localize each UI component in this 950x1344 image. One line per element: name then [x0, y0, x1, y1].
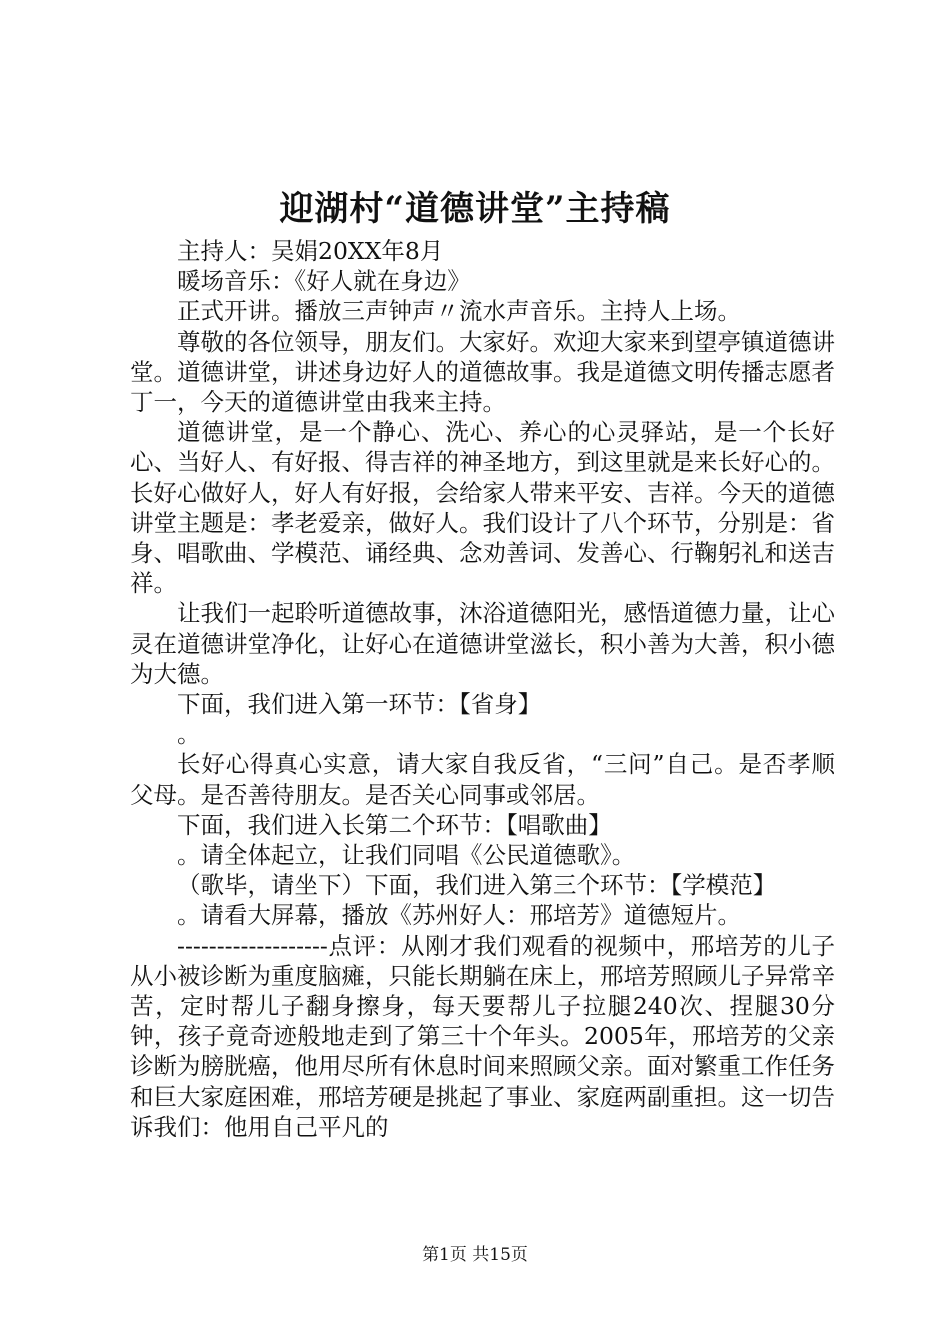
paragraph-invitation: 让我们一起聆听道德故事，沐浴道德阳光，感悟道德力量，让心灵在道德讲堂净化，让好心在道德讲堂滋长，积小善为大善，积小德为大德。 — [130, 599, 835, 688]
paragraph-commentary: -------------------点评：从刚才我们观看的视频中，邢培芳的儿子从小被诊断为重度脑瘫，只能长期躺在床上，邢培芳照顾儿子异常辛苦，定时帮儿子翻身擦身，每天要帮儿子拉腿240次、捏腿30分钟，孩子竟奇迹般地走到了第三十个年头。2005年，邢培芳的父亲诊断为膀胱癌，他用尽所有休息时间来照顾父亲。面对繁重工作任务和巨大家庭困难，邢培芳硬是挑起了事业、家庭两副重担。这一切告诉我们：他用自己平凡的 — [130, 931, 835, 1141]
paragraph-reflection: 长好心得真心实意，请大家自我反省，“三问”自己。是否孝顺父母。是否善待朋友。是否关心同事或邻居。 — [130, 750, 835, 809]
paragraph-sing: 。请全体起立，让我们同唱《公民道德歌》。 — [177, 841, 636, 870]
paragraph-section-two: 下面，我们进入长第二个环节：【唱歌曲】 — [177, 810, 612, 839]
paragraph-period: 。 — [177, 720, 201, 749]
paragraph-host: 主持人：吴娟20XX年8月 — [177, 237, 444, 265]
paragraph-warmup-music: 暖场音乐：《好人就在身边》 — [177, 267, 471, 296]
document-title: 迎湖村“道德讲堂”主持稿 — [279, 189, 671, 229]
paragraph-opening: 正式开讲。播放三声钟声〃流水声音乐。主持人上场。 — [177, 297, 741, 326]
paragraph-video: 。请看大屏幕，播放《苏州好人：邢培芳》道德短片。 — [177, 901, 741, 930]
paragraph-introduction: 道德讲堂，是一个静心、洗心、养心的心灵驿站，是一个长好心、当好人、有好报、得吉祥的神圣地方，到这里就是来长好心的。长好心做好人，好人有好报，会给家人带来平安、吉祥。今天的道德讲堂主题是：孝老爱亲，做好人。我们设计了八个环节，分别是：省身、唱歌曲、学模范、诵经典、念劝善词、发善心、行鞠躬礼和送吉祥。 — [130, 418, 835, 598]
paragraph-greeting: 尊敬的各位领导，朋友们。大家好。欢迎大家来到望亭镇道德讲堂。道德讲堂，讲述身边好人的道德故事。我是道德文明传播志愿者丁一，今天的道德讲堂由我来主持。 — [130, 327, 835, 417]
paragraph-section-three: （歌毕，请坐下）下面，我们进入第三个环节：【学模范】 — [177, 871, 777, 900]
page-footer: 第1页 共15页 — [422, 1245, 528, 1265]
paragraph-section-one: 下面，我们进入第一环节：【省身】 — [177, 690, 542, 719]
document-body — [130, 236, 835, 1142]
